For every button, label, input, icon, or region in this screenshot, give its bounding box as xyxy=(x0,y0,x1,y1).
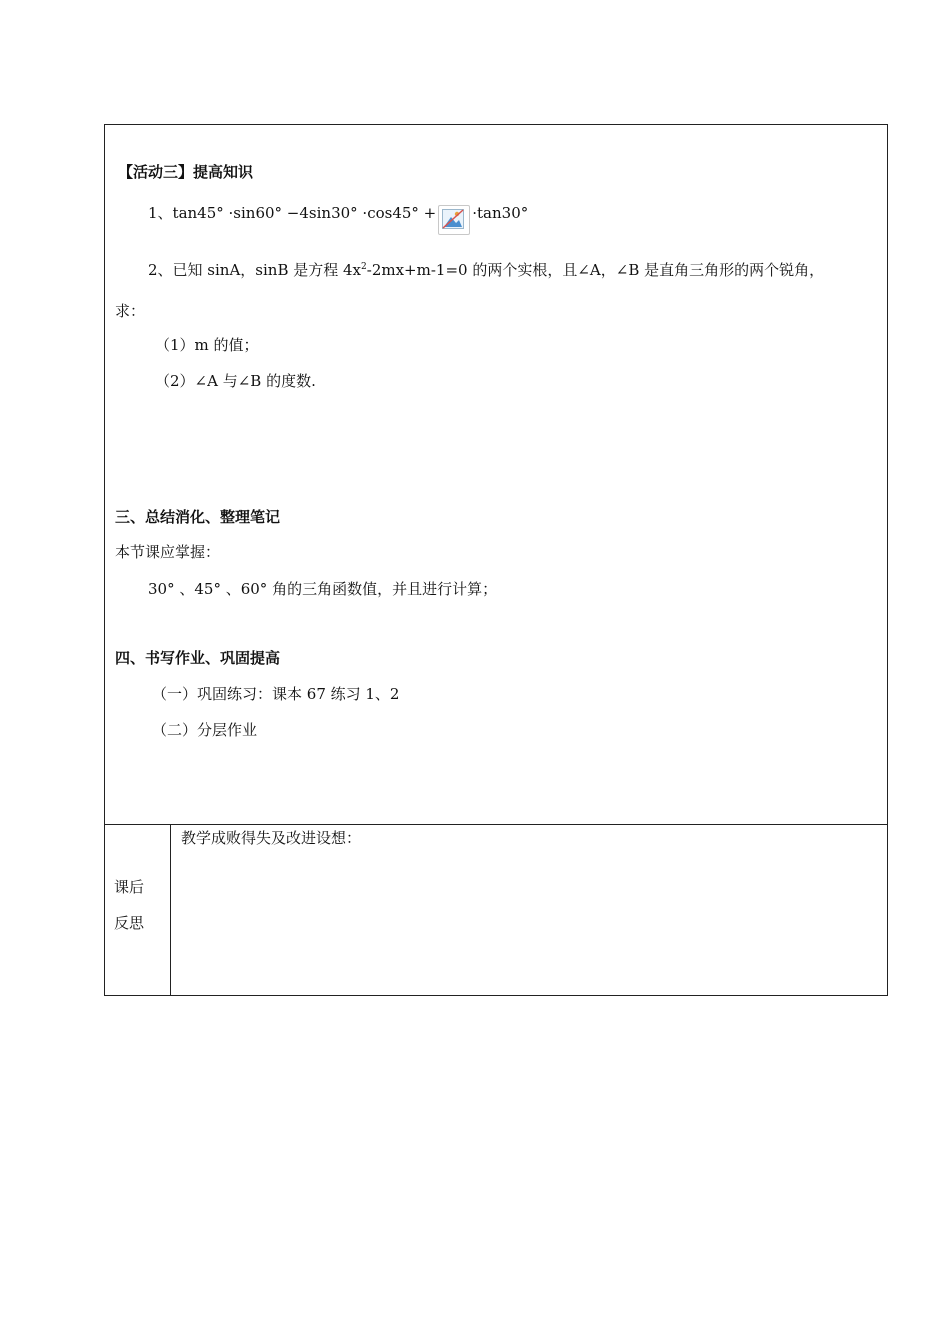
question-2-sub-1: （1）m 的值； xyxy=(155,336,259,354)
reflection-prompt: 教学成败得失及改进设想： xyxy=(181,829,362,847)
section3-content: 30° 、45° 、60° 角的三角函数值，并且进行计算； xyxy=(148,580,498,598)
table-divider-vertical xyxy=(170,824,171,996)
question-2-text-part1: 2、已知 sinA，sinB 是方程 4x xyxy=(148,261,362,279)
section4-item-1: （一）巩固练习：课本 67 练习 1、2 xyxy=(152,685,400,703)
question-2-text-part2: -2mx+m-1=0 的两个实根，且∠A，∠B 是直角三角形的两个锐角， xyxy=(366,261,825,279)
reflection-label-line2: 反思 xyxy=(114,914,145,932)
activity3-title: 【活动三】提高知识 xyxy=(118,163,254,181)
question-1-expression-part2: ·tan30° xyxy=(472,204,529,222)
reflection-label-line1: 课后 xyxy=(114,878,145,896)
broken-image-icon xyxy=(438,205,470,235)
section3-intro: 本节课应掌握： xyxy=(115,543,221,561)
question-2-sub-2: （2）∠A 与∠B 的度数. xyxy=(155,372,316,390)
lesson-table xyxy=(104,124,888,996)
question-2-exponent: 2 xyxy=(361,262,367,272)
table-divider-horizontal xyxy=(105,824,887,825)
question-1-expression-part1: 1、tan45° ·sin60° −4sin30° ·cos45° + xyxy=(148,204,437,222)
question-2 xyxy=(148,260,824,280)
section3-title: 三、总结消化、整理笔记 xyxy=(115,508,281,526)
question-2-continuation: 求： xyxy=(115,302,146,320)
question-1 xyxy=(148,199,528,229)
section4-title: 四、书写作业、巩固提高 xyxy=(115,649,281,667)
section4-item-2: （二）分层作业 xyxy=(152,721,258,739)
